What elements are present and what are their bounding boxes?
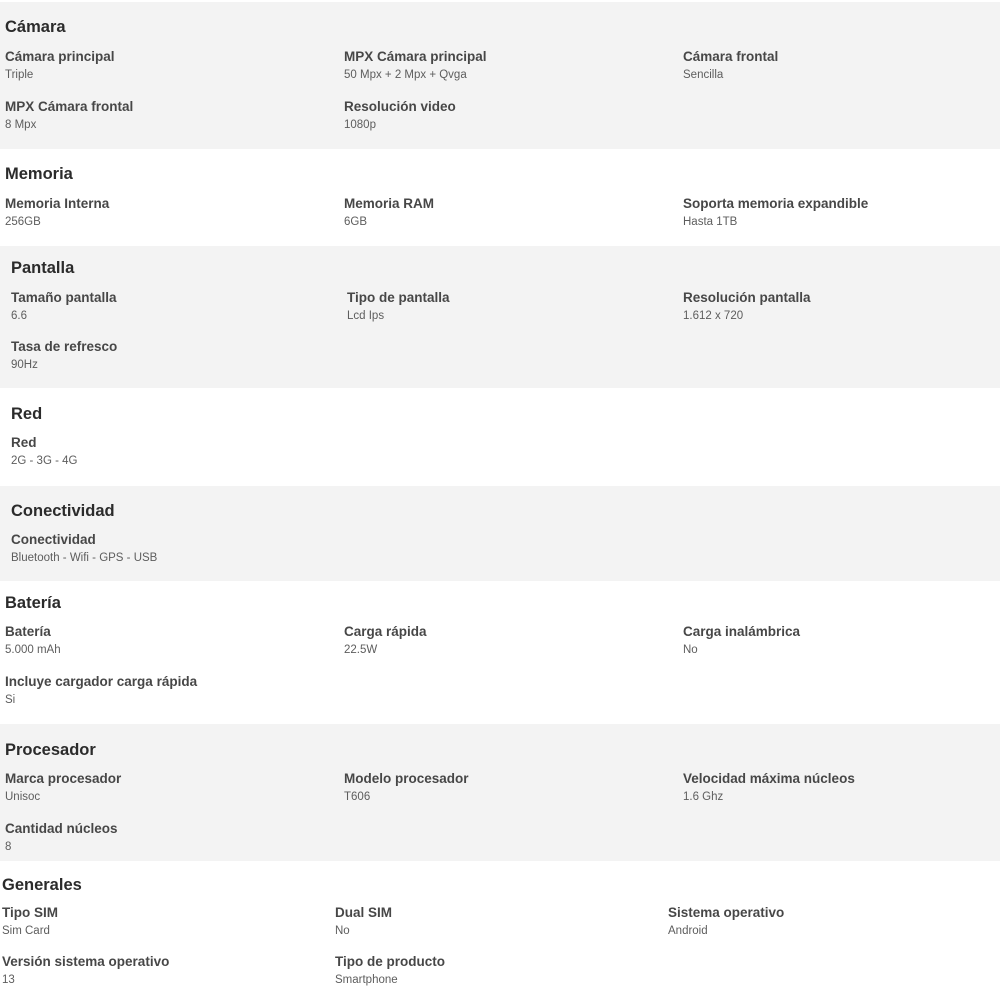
spec-label: Cámara frontal [683,49,779,64]
spec-resolucion-pantalla [683,289,811,324]
spec-value: 6GB [344,216,368,228]
spec-label: Conectividad [11,532,96,547]
spec-label: Red [11,435,37,450]
spec-red [11,434,77,469]
spec-mpx-camara-principal [344,48,487,83]
spec-tasa-refresco [11,338,117,373]
spec-modelo-procesador [344,770,469,805]
spec-label: Tasa de refresco [11,339,118,354]
section-title: Memoria [5,165,73,183]
spec-value: 8 Mpx [5,119,37,131]
spec-incluye-cargador [5,673,197,708]
spec-value: 2G - 3G - 4G [11,455,78,467]
spec-value: No [335,925,350,937]
section-title: Conectividad [11,502,115,520]
section-title: Red [11,405,43,423]
spec-value: Lcd Ips [347,310,385,322]
section-camara [0,2,1000,149]
spec-label: Resolución video [344,99,456,114]
section-title: Batería [5,594,61,612]
section-procesador [0,724,1000,861]
spec-memoria-ram [344,195,434,230]
spec-tamano-pantalla [11,289,117,324]
spec-label: Tipo SIM [2,905,58,920]
section-pantalla [0,246,1000,388]
spec-label: Memoria RAM [344,196,435,211]
spec-label: Dual SIM [335,905,393,920]
spec-value: 256GB [5,216,41,228]
spec-camara-frontal [683,48,778,83]
spec-label: Resolución pantalla [683,290,811,305]
spec-value: Hasta 1TB [683,216,738,228]
spec-bateria [5,623,61,658]
spec-value: 5.000 mAh [5,644,61,656]
spec-value: Triple [5,69,34,81]
spec-value: 1080p [344,119,376,131]
spec-value: 8 [5,841,12,853]
spec-label: Modelo procesador [344,771,469,786]
section-title: Procesador [5,741,96,759]
spec-tipo-sim [2,904,58,939]
spec-value: Sencilla [683,69,724,81]
spec-value: No [683,644,698,656]
section-title: Pantalla [11,259,75,277]
spec-value: 6.6 [11,310,27,322]
spec-label: Sistema operativo [668,905,785,920]
spec-label: Tipo de pantalla [347,290,450,305]
spec-value: 22.5W [344,644,378,656]
spec-label: Tamaño pantalla [11,290,117,305]
spec-label: Batería [5,624,51,639]
spec-cantidad-nucleos [5,820,118,855]
spec-value: 1.6 Ghz [683,791,724,803]
spec-version-so [2,953,169,988]
spec-label: Carga rápida [344,624,427,639]
spec-label: Soporta memoria expandible [683,196,869,211]
spec-sistema-operativo [668,904,784,939]
spec-memoria-expandible [683,195,868,230]
spec-label: Incluye cargador carga rápida [5,674,198,689]
spec-resolucion-video [344,98,456,133]
spec-carga-rapida [344,623,427,658]
section-title: Generales [2,876,82,894]
spec-value: 1.612 x 720 [683,310,744,322]
spec-value: 13 [2,974,15,986]
spec-label: Versión sistema operativo [2,954,170,969]
spec-value: Bluetooth - Wifi - GPS - USB [11,552,158,564]
section-memoria [0,149,1000,246]
spec-value: T606 [344,791,371,803]
spec-value: Unisoc [5,791,41,803]
spec-value: Smartphone [335,974,398,986]
spec-label: Tipo de producto [335,954,445,969]
spec-label: Memoria Interna [5,196,110,211]
spec-value: Sim Card [2,925,50,937]
spec-value: 50 Mpx + 2 Mpx + Qvga [344,69,467,81]
spec-marca-procesador [5,770,121,805]
spec-carga-inalambrica [683,623,800,658]
spec-tipo-producto [335,953,445,988]
section-title: Cámara [5,18,66,36]
section-red [0,388,1000,486]
spec-dual-sim [335,904,392,939]
section-conectividad [0,486,1000,581]
spec-label: Cámara principal [5,49,115,64]
spec-velocidad-nucleos [683,770,855,805]
spec-value: Si [5,694,16,706]
spec-value: Android [668,925,708,937]
spec-label: MPX Cámara principal [344,49,487,64]
section-generales [0,861,1000,1000]
spec-camara-principal [5,48,115,83]
spec-label: Carga inalámbrica [683,624,801,639]
spec-label: Marca procesador [5,771,122,786]
section-bateria [0,581,1000,724]
spec-value: 90Hz [11,359,38,371]
spec-label: Velocidad máxima núcleos [683,771,855,786]
spec-conectividad [11,531,157,566]
spec-mpx-camara-frontal [5,98,133,133]
spec-label: Cantidad núcleos [5,821,118,836]
spec-tipo-pantalla [347,289,450,324]
spec-label: MPX Cámara frontal [5,99,134,114]
spec-memoria-interna [5,195,109,230]
